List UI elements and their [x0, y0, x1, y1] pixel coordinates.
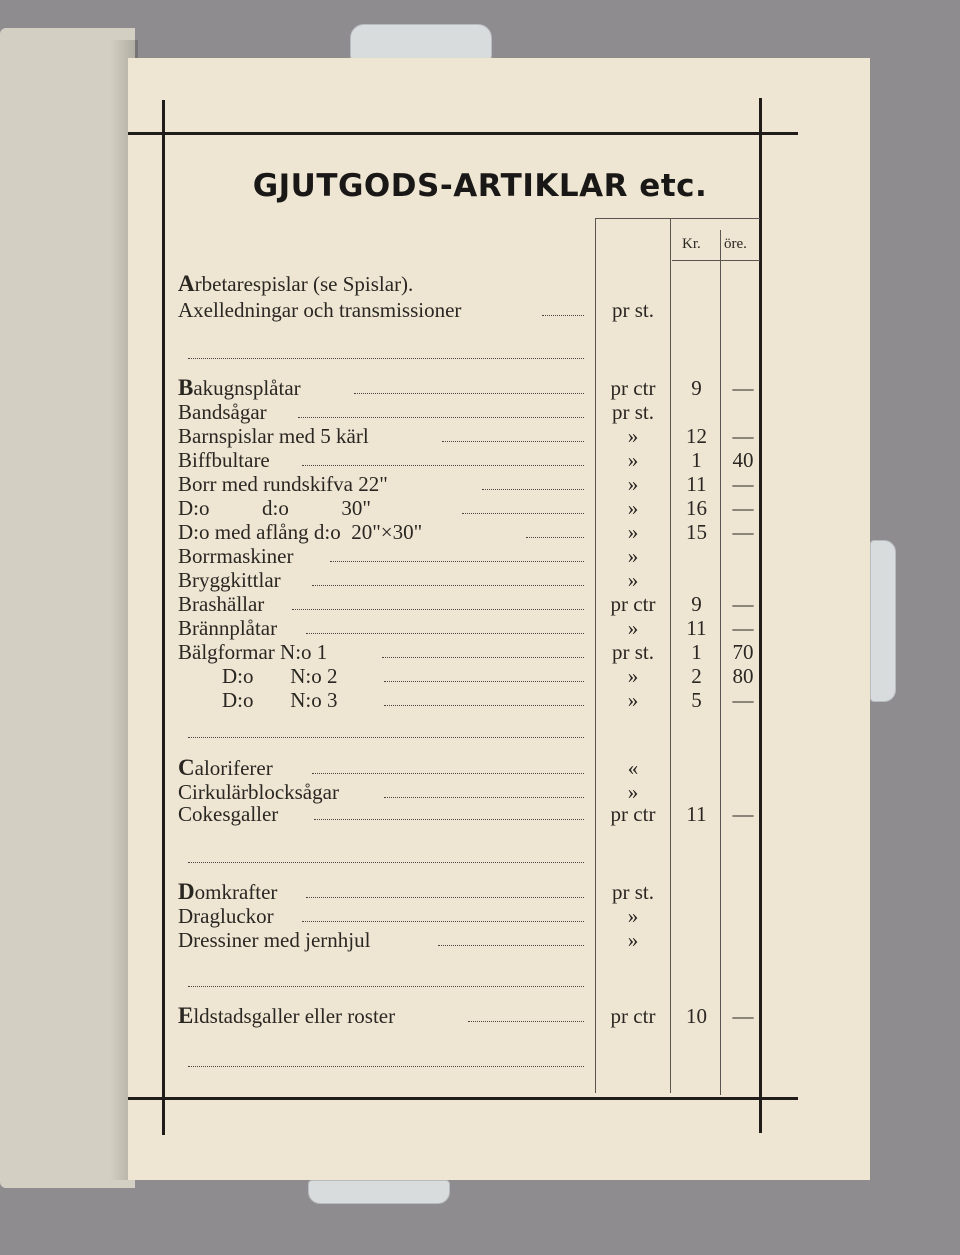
leader-dots: [306, 633, 584, 634]
leader-dots: [306, 897, 584, 898]
leader-dots: [302, 465, 584, 466]
item-unit: pr ctr: [610, 1004, 656, 1028]
item-name: Barnspislar med 5 kärl: [178, 424, 369, 448]
item-unit: »: [627, 780, 639, 804]
item-unit: »: [627, 520, 639, 544]
item-unit: «: [627, 756, 639, 780]
item-name: Bandsågar: [178, 400, 267, 424]
item-unit: »: [627, 688, 639, 712]
leader-dots: [526, 537, 584, 538]
item-unit: pr ctr: [610, 592, 656, 616]
section-separator: [188, 1066, 584, 1067]
item-unit: »: [627, 616, 639, 640]
item-price-ore: —: [732, 592, 754, 616]
frame-bottom-rule: [128, 1097, 798, 1100]
item-unit: »: [627, 904, 639, 928]
item-price-ore: —: [732, 688, 754, 712]
item-name: Biffbultare: [178, 448, 270, 472]
item-price-ore: 80: [732, 664, 754, 688]
list-item: [0, 688, 960, 712]
column-header-kr: Kr.: [682, 236, 701, 252]
item-price-kr: 9: [691, 376, 702, 400]
list-item: [0, 664, 960, 688]
item-name: rbetarespislar (se Spislar).: [194, 272, 414, 296]
item-unit: »: [627, 544, 639, 568]
item-unit: pr st.: [612, 880, 654, 904]
item-initial: E: [178, 1003, 194, 1028]
list-item: [0, 520, 960, 544]
item-price-ore: —: [732, 472, 754, 496]
item-name: ldstadsgaller eller roster: [193, 1004, 396, 1028]
list-item: [0, 544, 960, 568]
leader-dots: [298, 417, 584, 418]
item-name: Cokesgaller: [178, 802, 279, 826]
item-initial: C: [178, 755, 195, 780]
item-name: Axelledningar och transmissioner: [178, 298, 462, 322]
leader-dots: [312, 773, 584, 774]
leader-dots: [314, 819, 584, 820]
item-name: Borr med rundskifva 22": [178, 472, 388, 496]
header-underline: [672, 260, 760, 261]
item-unit: »: [627, 664, 639, 688]
item-price-kr: 1: [691, 448, 702, 472]
section-separator: [188, 358, 584, 359]
list-item: [0, 904, 960, 928]
item-initial: D: [178, 879, 195, 904]
list-item: [0, 424, 960, 448]
item-name: akugnsplåtar: [193, 376, 301, 400]
leader-dots: [542, 315, 584, 316]
item-unit: pr ctr: [610, 376, 656, 400]
frame-top-rule: [128, 132, 798, 135]
item-price-kr: 15: [686, 520, 707, 544]
item-unit: »: [627, 496, 639, 520]
item-price-kr: 10: [686, 1004, 707, 1028]
item-price-kr: 5: [691, 688, 702, 712]
leader-dots: [482, 489, 584, 490]
item-price-ore: —: [732, 520, 754, 544]
leader-dots: [292, 609, 584, 610]
item-price-ore: 40: [732, 448, 754, 472]
leader-dots: [462, 513, 584, 514]
leader-dots: [438, 945, 584, 946]
leader-dots: [302, 921, 584, 922]
item-name: Bälgformar N:o 1: [178, 640, 328, 664]
item-name: Brashällar: [178, 592, 265, 616]
leader-dots: [442, 441, 584, 442]
page-title: GJUTGODS-ARTIKLAR etc.: [252, 168, 708, 204]
list-item: [0, 400, 960, 424]
item-price-ore: 70: [732, 640, 754, 664]
item-unit: pr st.: [612, 400, 654, 424]
item-initial: B: [178, 375, 194, 400]
leader-dots: [384, 681, 584, 682]
list-item: [0, 592, 960, 616]
item-name: Bryggkittlar: [178, 568, 281, 592]
list-item: [0, 568, 960, 592]
list-item: [0, 376, 960, 400]
item-name: D:o med aflång d:o 20"×30": [178, 520, 423, 544]
item-unit: »: [627, 424, 639, 448]
list-item: [0, 880, 960, 904]
list-item: [0, 616, 960, 640]
item-name: Dragluckor: [178, 904, 274, 928]
item-price-kr: 11: [686, 472, 707, 496]
list-item: [0, 780, 960, 804]
leader-dots: [330, 561, 584, 562]
item-price-kr: 9: [691, 592, 702, 616]
item-price-kr: 12: [686, 424, 707, 448]
list-item: [0, 448, 960, 472]
leader-dots: [384, 705, 584, 706]
leader-dots: [382, 657, 584, 658]
item-unit: pr ctr: [610, 802, 656, 826]
item-unit: »: [627, 448, 639, 472]
item-price-ore: —: [732, 1004, 754, 1028]
leader-dots: [468, 1021, 584, 1022]
list-item: [0, 640, 960, 664]
item-name: aloriferer: [194, 756, 273, 780]
item-name: D:o d:o 30": [178, 496, 371, 520]
item-unit: »: [627, 928, 639, 952]
item-price-kr: 16: [686, 496, 707, 520]
list-item: [0, 496, 960, 520]
item-price-kr: 1: [691, 640, 702, 664]
item-name: Brännplåtar: [178, 616, 278, 640]
item-price-ore: —: [732, 424, 754, 448]
leader-dots: [354, 393, 584, 394]
item-price-ore: —: [732, 802, 754, 826]
item-price-kr: 2: [691, 664, 702, 688]
item-unit: »: [627, 472, 639, 496]
leader-dots: [312, 585, 584, 586]
item-name: D:o N:o 3: [222, 688, 338, 712]
list-item: [0, 756, 960, 780]
list-item: [0, 272, 960, 296]
item-unit: pr st.: [612, 298, 654, 322]
item-price-ore: —: [732, 496, 754, 520]
section-separator: [188, 737, 584, 738]
binder-clip-bottom: [308, 1180, 450, 1204]
list-item: [0, 928, 960, 952]
item-name: Cirkulärblocksågar: [178, 780, 339, 804]
header-overline: [596, 218, 760, 219]
list-item: [0, 802, 960, 826]
item-name: omkrafter: [194, 880, 278, 904]
item-unit: »: [627, 568, 639, 592]
leader-dots: [384, 797, 584, 798]
section-separator: [188, 862, 584, 863]
item-unit: pr st.: [612, 640, 654, 664]
item-name: Borrmaskiner: [178, 544, 294, 568]
section-separator: [188, 986, 584, 987]
list-item: [0, 1004, 960, 1028]
item-price-ore: —: [732, 616, 754, 640]
item-price-kr: 11: [686, 616, 707, 640]
column-header-ore: öre.: [724, 236, 747, 252]
item-price-kr: 11: [686, 802, 707, 826]
binder-clip-top: [350, 24, 492, 60]
item-price-ore: —: [732, 376, 754, 400]
item-name: Dressiner med jernhjul: [178, 928, 371, 952]
list-item: [0, 298, 960, 322]
item-name: D:o N:o 2: [222, 664, 338, 688]
list-item: [0, 472, 960, 496]
item-initial: A: [178, 271, 195, 296]
